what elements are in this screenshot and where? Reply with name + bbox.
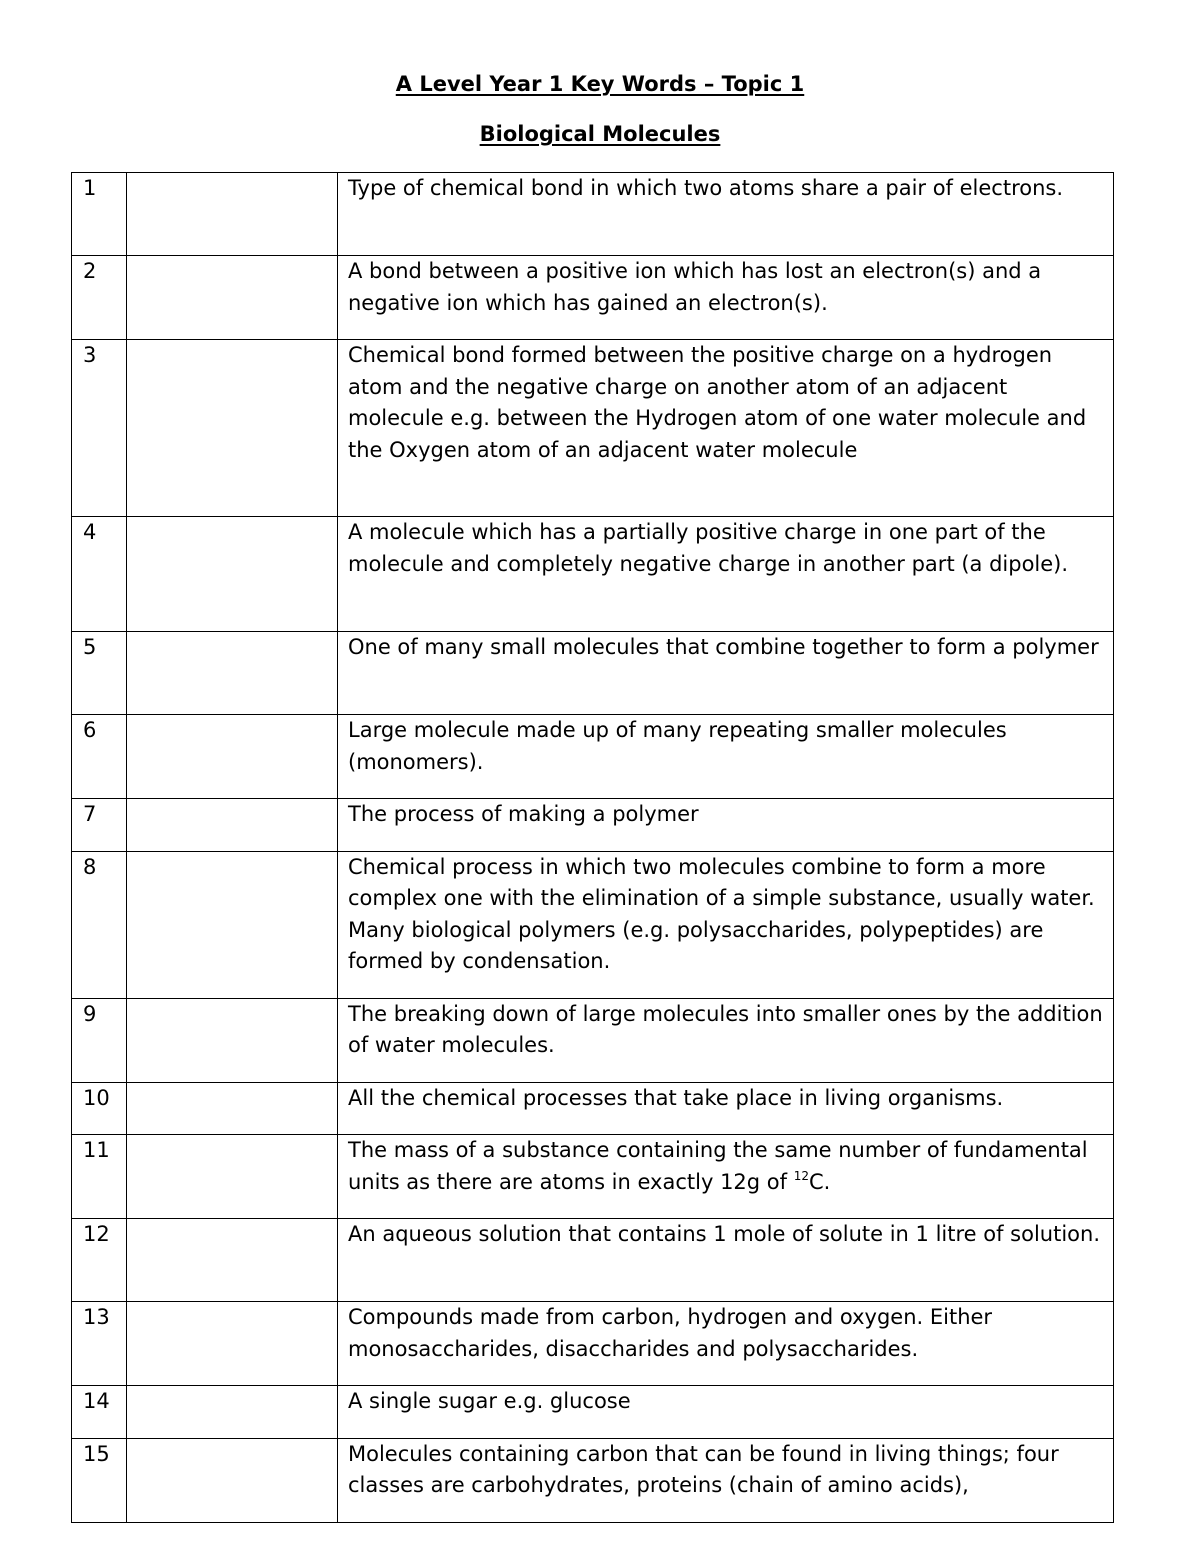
table-row — [72, 256, 1114, 340]
row-number: 2 — [72, 256, 127, 340]
key-words-table — [71, 172, 1114, 1523]
key-word-cell[interactable] — [127, 1302, 338, 1386]
definition-cell — [338, 1386, 1114, 1439]
definition-text: An aqueous solution that contains 1 mole of solute in 1 litre of solution. — [348, 1222, 1101, 1246]
key-word-cell[interactable] — [127, 1219, 338, 1302]
row-number: 15 — [72, 1438, 127, 1522]
definition-text: Compounds made from carbon, hydrogen and oxygen. Either monosaccharides, disaccharides and polysaccharides. — [348, 1305, 993, 1361]
key-word-cell[interactable] — [127, 632, 338, 715]
definition-cell — [338, 1135, 1114, 1219]
row-number: 10 — [72, 1082, 127, 1135]
definition-cell — [338, 173, 1114, 256]
definition-text: One of many small molecules that combine together to form a polymer — [348, 635, 1099, 659]
table-row — [72, 1302, 1114, 1386]
key-word-cell[interactable] — [127, 998, 338, 1082]
definition-text: The mass of a substance containing the same number of fundamental units as there are atoms in exactly 12g of — [348, 1138, 1088, 1194]
key-word-cell[interactable] — [127, 1135, 338, 1219]
definition-text: The breaking down of large molecules into smaller ones by the addition of water molecules. — [348, 1001, 1103, 1057]
table-row — [72, 1386, 1114, 1439]
row-number: 14 — [72, 1386, 127, 1439]
definition-text: A bond between a positive ion which has lost an electron(s) and a negative ion which has gained an electron(s). — [348, 259, 1042, 315]
row-number: 13 — [72, 1302, 127, 1386]
row-number: 3 — [72, 340, 127, 517]
definition-cell — [338, 340, 1114, 517]
table-row — [72, 851, 1114, 998]
definition-text: A molecule which has a partially positive charge in one part of the molecule and completely negative charge in another part (a dipole). — [348, 520, 1069, 576]
key-word-cell[interactable] — [127, 715, 338, 799]
definition-text: A single sugar e.g. glucose — [348, 1389, 631, 1413]
definition-text: Large molecule made up of many repeating smaller molecules (monomers). — [348, 718, 1007, 774]
page-title: A Level Year 1 Key Words – Topic 1 — [395, 72, 805, 96]
row-number: 9 — [72, 998, 127, 1082]
isotope-superscript: 12 — [793, 1168, 809, 1183]
table-row — [72, 799, 1114, 852]
definition-cell — [338, 517, 1114, 632]
definition-text: Chemical process in which two molecules combine to form a more complex one with the elimination of a simple substance, usually water. Many biological polymers (e.g. polysaccharides, polypeptides) are formed by condensation. — [348, 854, 1095, 973]
table-row — [72, 1082, 1114, 1135]
definition-cell — [338, 715, 1114, 799]
key-word-cell[interactable] — [127, 1082, 338, 1135]
page-subtitle: Biological Molecules — [479, 122, 721, 146]
definition-text: Type of chemical bond in which two atoms share a pair of electrons. — [348, 176, 1064, 200]
key-word-cell[interactable] — [127, 1438, 338, 1522]
definition-text-end: C. — [809, 1169, 831, 1194]
table-row — [72, 517, 1114, 632]
row-number: 6 — [72, 715, 127, 799]
table-row — [72, 1438, 1114, 1522]
key-word-cell[interactable] — [127, 851, 338, 998]
table-row — [72, 998, 1114, 1082]
table-row — [72, 1135, 1114, 1219]
table-row — [72, 715, 1114, 799]
row-number: 12 — [72, 1219, 127, 1302]
definition-cell — [338, 632, 1114, 715]
key-word-cell[interactable] — [127, 340, 338, 517]
definition-text: Molecules containing carbon that can be found in living things; four classes are carbohydrates, proteins (chain of amino acids), — [348, 1441, 1059, 1497]
definition-cell — [338, 1438, 1114, 1522]
table-row — [72, 340, 1114, 517]
table-row — [72, 1219, 1114, 1302]
row-number: 7 — [72, 799, 127, 852]
row-number: 1 — [72, 173, 127, 256]
definition-cell — [338, 256, 1114, 340]
definition-text: All the chemical processes that take place in living organisms. — [348, 1085, 1004, 1110]
definition-cell — [338, 1302, 1114, 1386]
definition-text: Chemical bond formed between the positive charge on a hydrogen atom and the negative charge on another atom of an adjacent molecule e.g. between the Hydrogen atom of one water molecule and the Oxygen atom of an adjacent water molecule — [348, 343, 1087, 462]
key-word-cell[interactable] — [127, 173, 338, 256]
definition-text: The process of making a polymer — [348, 802, 699, 826]
table-row — [72, 173, 1114, 256]
key-word-cell[interactable] — [127, 517, 338, 632]
row-number: 4 — [72, 517, 127, 632]
row-number: 8 — [72, 851, 127, 998]
key-word-cell[interactable] — [127, 1386, 338, 1439]
definition-cell — [338, 851, 1114, 998]
key-word-cell[interactable] — [127, 799, 338, 852]
definition-cell — [338, 1082, 1114, 1135]
row-number: 11 — [72, 1135, 127, 1219]
definition-cell — [338, 1219, 1114, 1302]
key-word-cell[interactable] — [127, 256, 338, 340]
definition-cell — [338, 998, 1114, 1082]
row-number: 5 — [72, 632, 127, 715]
definition-cell — [338, 799, 1114, 852]
table-row — [72, 632, 1114, 715]
